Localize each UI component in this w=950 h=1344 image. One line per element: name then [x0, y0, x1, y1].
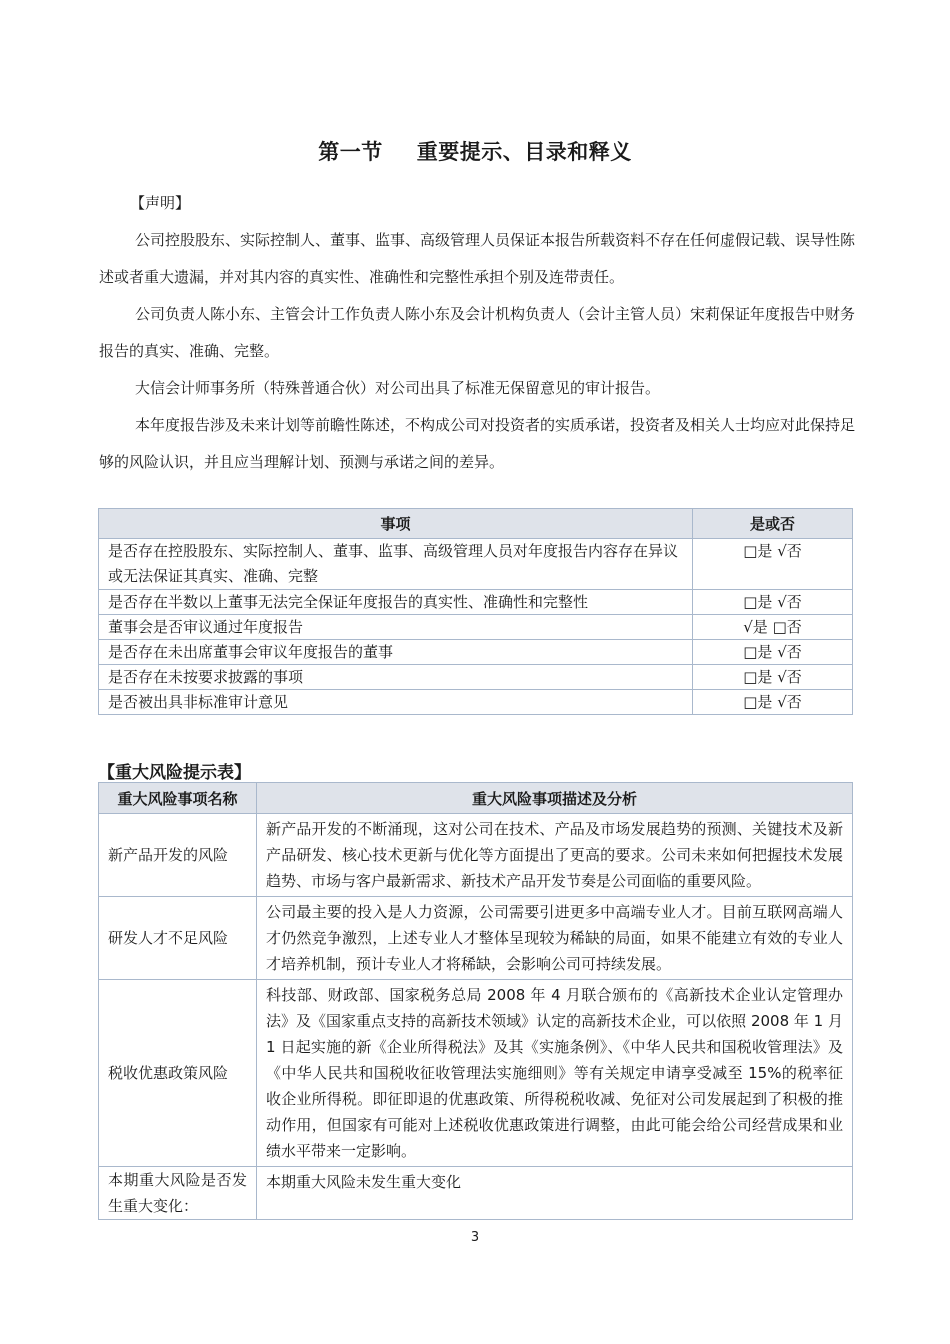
risk-name: 新产品开发的风险	[99, 814, 257, 897]
declaration-paragraph: 公司控股股东、实际控制人、董事、监事、高级管理人员保证本报告所载资料不存在任何虚假记载、误导性陈述或者重大遗漏，并对其内容的真实性、准确性和完整性承担个别及连带责任。	[99, 231, 856, 286]
matter-answer: □是 √否	[693, 539, 853, 590]
risk-header-desc: 重大风险事项描述及分析	[257, 783, 853, 814]
risk-table-header	[99, 783, 853, 814]
table-row	[99, 539, 853, 590]
table-row	[99, 690, 853, 715]
risk-name: 税收优惠政策风险	[99, 980, 257, 1167]
page-number: 3	[470, 1230, 480, 1245]
risk-header-name: 重大风险事项名称	[99, 783, 257, 814]
section-number: 第一节	[318, 140, 383, 164]
matter-item: 是否存在控股股东、实际控制人、董事、监事、高级管理人员对年度报告内容存在异议或无法保证其真实、准确、完整	[99, 539, 693, 590]
risk-desc: 科技部、财政部、国家税务总局 2008 年 4 月联合颁布的《高新技术企业认定管理办法》及《国家重点支持的高新技术领域》认定的高新技术企业，可以依照 2008 年 1 月 1 日起实施的新《企业所得税法》及其《实施条例》、《中华人民共和国税收管理法》及《中华人民共和国税收征收管理法实施细则》等有关规定申请享受减至 15%的税率征收企业所得税。即征即退的优惠政策、所得税税收减、免征对公司发展起到了积极的推动作用，但国家有可能对上述税收优惠政策进行调整，由此可能会给公司经营成果和业绩水平带来一定影响。	[257, 980, 853, 1167]
declaration-heading: 【声明】	[130, 194, 191, 212]
table-row	[99, 980, 853, 1167]
declaration-paragraph: 大信会计师事务所（特殊普通合伙）对公司出具了标准无保留意见的审计报告。	[135, 379, 661, 397]
matter-answer: □是 √否	[693, 665, 853, 690]
risk-name: 研发人才不足风险	[99, 897, 257, 980]
risk-table-heading: 【重大风险提示表】	[98, 763, 251, 783]
risk-desc: 本期重大风险未发生重大变化	[257, 1167, 853, 1220]
table-row	[99, 640, 853, 665]
declaration-paragraph: 公司负责人陈小东、主管会计工作负责人陈小东及会计机构负责人（会计主管人员）宋莉保证年度报告中财务报告的真实、准确、完整。	[99, 305, 856, 360]
matter-item: 是否存在未按要求披露的事项	[99, 665, 693, 690]
matters-table	[98, 508, 853, 715]
risk-name: 本期重大风险是否发生重大变化：	[99, 1167, 257, 1220]
matters-header-answer: 是或否	[693, 509, 853, 539]
risk-table	[98, 782, 853, 1220]
matters-header-item: 事项	[99, 509, 693, 539]
matters-table-header	[99, 509, 853, 539]
matter-item: 是否存在未出席董事会审议年度报告的董事	[99, 640, 693, 665]
matter-answer: □是 √否	[693, 690, 853, 715]
table-row	[99, 615, 853, 640]
matter-answer: □是 √否	[693, 640, 853, 665]
section-title-text: 重要提示、目录和释义	[416, 140, 632, 164]
table-row	[99, 590, 853, 615]
risk-desc: 新产品开发的不断涌现，这对公司在技术、产品及市场发展趋势的预测、关键技术及新产品研发、核心技术更新与优化等方面提出了更高的要求。公司未来如何把握技术发展趋势、市场与客户最新需求、新技术产品开发节奏是公司面临的重要风险。	[257, 814, 853, 897]
table-row	[99, 814, 853, 897]
table-row	[99, 897, 853, 980]
matter-item: 是否被出具非标准审计意见	[99, 690, 693, 715]
matter-item: 是否存在半数以上董事无法完全保证年度报告的真实性、准确性和完整性	[99, 590, 693, 615]
matter-item: 董事会是否审议通过年度报告	[99, 615, 693, 640]
risk-desc: 公司最主要的投入是人力资源，公司需要引进更多中高端专业人才。目前互联网高端人才仍然竞争激烈，上述专业人才整体呈现较为稀缺的局面，如果不能建立有效的专业人才培养机制，预计专业人才将稀缺，会影响公司可持续发展。	[257, 897, 853, 980]
section-title	[0, 136, 950, 166]
matter-answer: □是 √否	[693, 590, 853, 615]
matter-answer: √是 □否	[693, 615, 853, 640]
table-row	[99, 1167, 853, 1220]
table-row	[99, 665, 853, 690]
declaration-paragraph: 本年度报告涉及未来计划等前瞻性陈述，不构成公司对投资者的实质承诺，投资者及相关人士均应对此保持足够的风险认识，并且应当理解计划、预测与承诺之间的差异。	[99, 416, 856, 471]
